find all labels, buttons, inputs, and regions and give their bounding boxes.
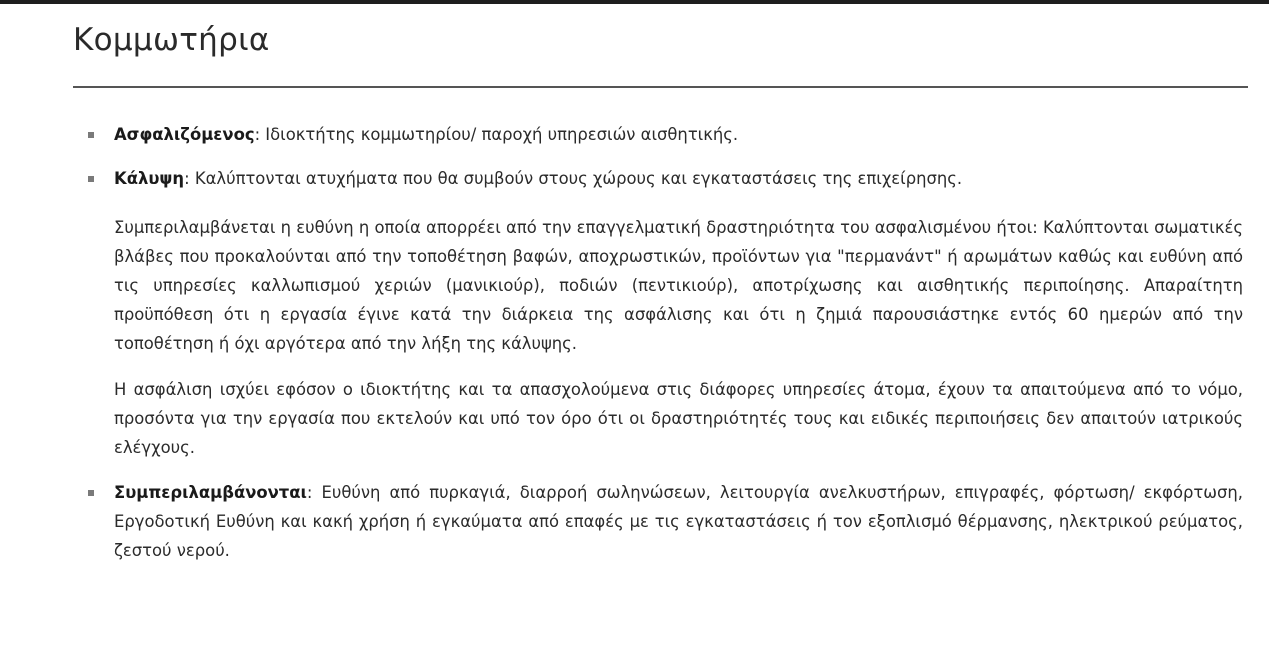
list-item-insured <box>88 120 1243 149</box>
term-included: Συμπεριλαμβάνονται <box>114 483 307 502</box>
list-item-coverage <box>88 164 1243 193</box>
term-separator: : <box>254 125 261 144</box>
square-bullet-icon <box>88 176 94 182</box>
term-insured: Ασφαλιζόμενος <box>114 125 255 144</box>
paragraph-validity: Η ασφάλιση ισχύει εφόσον ο ιδιοκτήτης και τα απασχολούμενα στις διάφορες υπηρεσίες άτομα, έχουν τα απαιτούμενα από το νόμο, προσόντα για την εργασία που εκτελούν και υπό τον όρο ότι οι δραστηριότητές τους και ειδικές περιποιήσεις δεν απαιτούν ιατρικούς ελέγχους. <box>114 380 1243 457</box>
top-border-rule <box>0 0 1269 4</box>
square-bullet-icon <box>88 490 94 496</box>
term-separator: : <box>306 483 313 502</box>
page-title: Κομμωτήρια <box>73 22 270 58</box>
term-separator: : <box>184 169 190 188</box>
paragraph-liability: Συμπεριλαμβάνεται η ευθύνη η οποία απορρέει από την επαγγελματική δραστηριότητα του ασφαλισμένου ήτοι: Καλύπτονται σωματικές βλάβες που προκαλούνται από την τοποθέτηση βαφών, αποχρωστικών, προϊόντων για "περμανάντ" ή αρωμάτων καθώς και ευθύνη από τις υπηρεσίες καλλωπισμού χεριών (μανικιούρ), ποδιών (πεντικιούρ), αποτρίχωσης και αισθητικής περιποίησης. Απαραίτητη προϋπόθεση ότι η εργασία έγινε κατά την διάρκεια της ασφάλισης και ότι η ζημιά παρουσιάστηκε εντός 60 ημερών από την τοποθέτηση ή όχι αργότερα από την λήξη της κάλυψης. <box>114 218 1243 353</box>
title-underline <box>73 86 1248 88</box>
item-text-insured: Ιδιοκτήτης κομμωτηρίου/ παροχή υπηρεσιών αισθητικής. <box>260 125 739 144</box>
square-bullet-icon <box>88 132 94 138</box>
list-item-included <box>88 478 1243 565</box>
item-text-coverage: Καλύπτονται ατυχήματα που θα συμβούν στους χώρους και εγκαταστάσεις της επιχείρησης. <box>189 169 963 188</box>
document-body <box>88 120 1243 565</box>
item-text-included: Ευθύνη από πυρκαγιά, διαρροή σωληνώσεων, λειτουργία ανελκυστήρων, επιγραφές, φόρτωση/ εκφόρτωση, Εργοδοτική Ευθύνη και κακή χρήση ή εγκαύματα από επαφές με τις εγκαταστάσεις ή τον εξοπλισμό θέρμανσης, ηλεκτρικού ρεύματος, ζεστού νερού. <box>114 483 1243 560</box>
term-coverage: Κάλυψη <box>114 169 185 188</box>
